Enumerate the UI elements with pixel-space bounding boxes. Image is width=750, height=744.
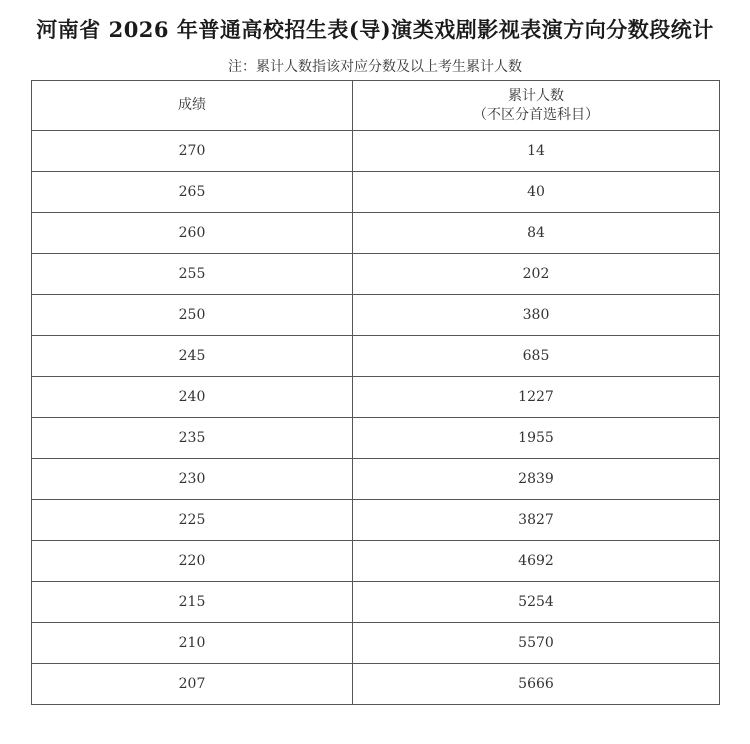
score-cell: 245 [32,336,353,377]
count-cell: 1227 [353,377,720,418]
table-row [32,254,720,295]
count-cell: 3827 [353,500,720,541]
table-row [32,500,720,541]
table-row [32,541,720,582]
count-cell: 84 [353,213,720,254]
score-cell: 235 [32,418,353,459]
score-cell: 225 [32,500,353,541]
count-cell: 5666 [353,664,720,705]
score-cell: 207 [32,664,353,705]
table-row [32,172,720,213]
count-cell: 5570 [353,623,720,664]
score-cell: 250 [32,295,353,336]
score-cell: 260 [32,213,353,254]
count-cell: 380 [353,295,720,336]
score-cell: 220 [32,541,353,582]
header-count-line2: （不区分首选科目） [473,106,599,123]
table-row [32,582,720,623]
table-row [32,418,720,459]
table-row [32,664,720,705]
table-row [32,623,720,664]
table-note: 注：累计人数指该对应分数及以上考生累计人数 [228,59,522,75]
table-row [32,459,720,500]
score-cell: 270 [32,131,353,172]
count-cell: 685 [353,336,720,377]
table-row [32,336,720,377]
header-cumulative-count [353,81,720,131]
table-row [32,213,720,254]
score-cell: 230 [32,459,353,500]
header-score: 成绩 [32,81,353,131]
score-cell: 215 [32,582,353,623]
count-cell: 202 [353,254,720,295]
count-cell: 14 [353,131,720,172]
count-cell: 2839 [353,459,720,500]
table-header-row [32,81,720,131]
count-cell: 40 [353,172,720,213]
document-title: 河南省 2026 年普通高校招生表(导)演类戏剧影视表演方向分数段统计 [36,17,714,42]
count-cell: 1955 [353,418,720,459]
score-distribution-table [31,80,720,705]
table-row [32,377,720,418]
score-cell: 255 [32,254,353,295]
table-row [32,295,720,336]
count-cell: 4692 [353,541,720,582]
table-row [32,131,720,172]
count-cell: 5254 [353,582,720,623]
score-cell: 210 [32,623,353,664]
score-cell: 240 [32,377,353,418]
score-cell: 265 [32,172,353,213]
header-count-line1: 累计人数 [508,87,564,104]
